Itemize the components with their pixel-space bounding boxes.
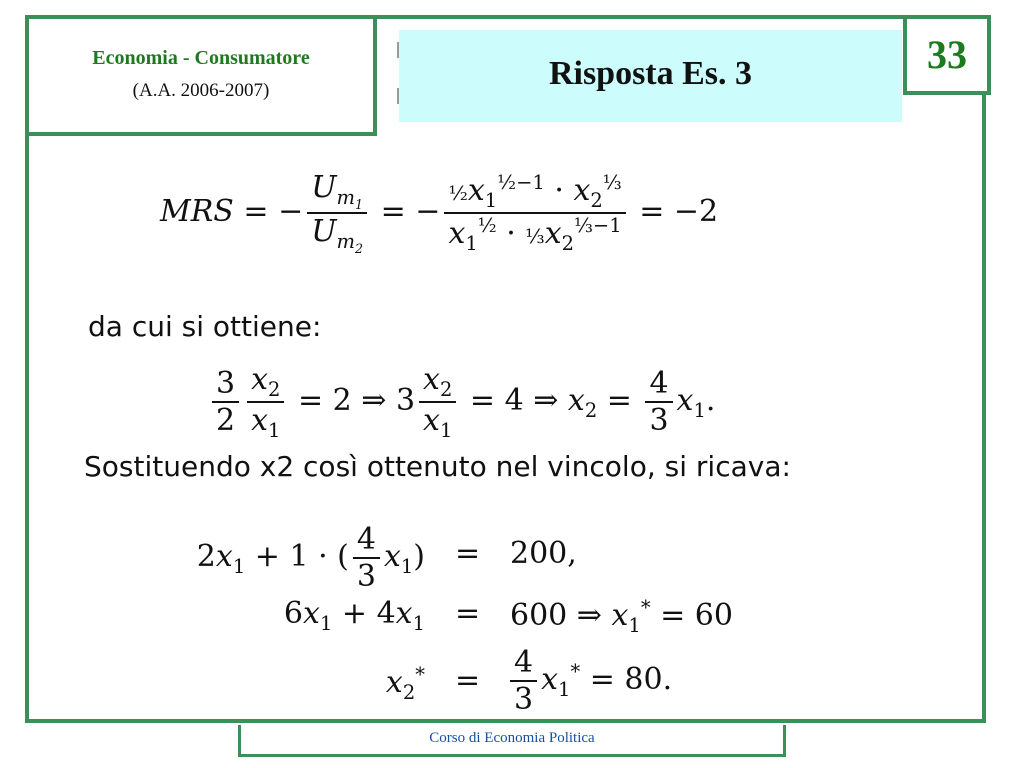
mrs-label: MRS <box>160 193 234 229</box>
slide-title-box <box>399 30 902 122</box>
course-year: (A.A. 2006-2007) <box>132 80 270 101</box>
equation-x2: $\frac{3}{2}$ $\frac{x_2}{x_1}$ = 2 ⇒ 3 $\frac{x_2}{x_1}$ = 4 ⇒ $x_2$ = $\frac{4}{3}$ $x_1$. <box>208 362 715 442</box>
slide-number: 33 <box>927 32 967 77</box>
mrs-equation: MRS = − $\frac{U_{m_1}}{U_{m_2}}$ = − $\frac{\frac{1}{2}x_1^{\frac{1}{2}-1} \cdot x_2^{\frac{1}{3}}}{x_1^{\frac{1}{2}} \cdot \frac{1}{3}x_2^{\frac{1}{3}-1}}$ = −2 <box>160 170 719 256</box>
mrs-utility-fraction: $\frac{U_{m_1}}{U_{m_2}}$ <box>307 170 367 256</box>
text-sostituendo: Sostituendo x2 così ottenuto nel vincolo, si ricava: <box>84 450 791 483</box>
text-da-cui: da cui si ottiene: <box>88 310 322 343</box>
footer-box <box>238 725 786 757</box>
course-name: Economia - Consumatore <box>92 47 310 69</box>
system-row-1: $2x_1 + 1$ · ( $\frac{4}{3}$ $x_1$) = 200, <box>196 522 577 594</box>
slide-title: Risposta Es. 3 <box>548 55 753 92</box>
system-row-3: $x_2^*$ = $\frac{4}{3}$ $x_1^* = 80$. <box>385 645 673 717</box>
mrs-result: = −2 <box>639 193 719 229</box>
slide-number-box <box>903 15 991 95</box>
course-info-box <box>25 15 377 136</box>
footer-label: Corso di Economia Politica <box>429 730 595 746</box>
system-row-2: $6x_1 + 4x_1$ = 600 ⇒ $x_1^* = 60$ <box>283 596 733 637</box>
mrs-derivative-fraction: $\frac{\frac{1}{2}x_1^{\frac{1}{2}-1} \cdot x_2^{\frac{1}{3}}}{x_1^{\frac{1}{2}} \cdot \frac{1}{3}x_2^{\frac{1}{3}-1}}$ <box>444 171 625 255</box>
